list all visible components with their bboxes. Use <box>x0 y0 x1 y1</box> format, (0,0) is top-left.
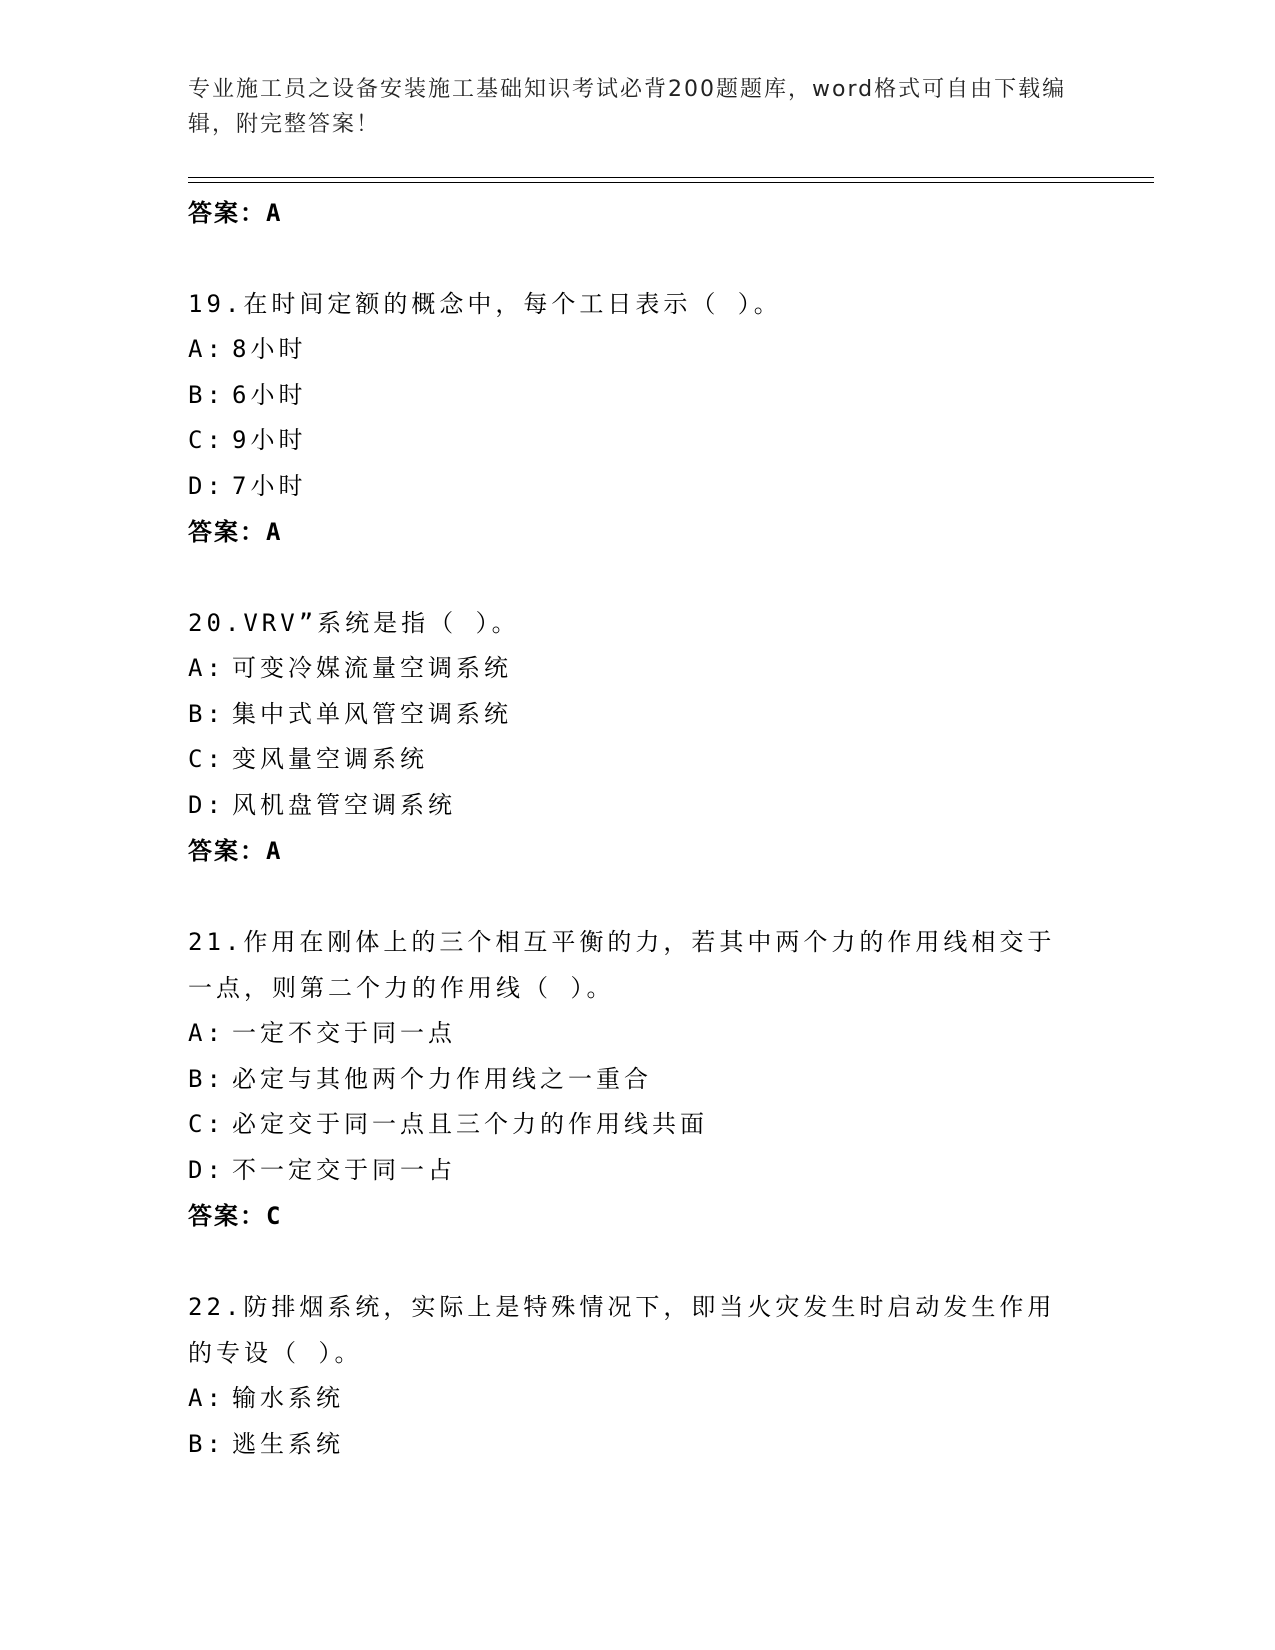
question-text: 21.作用在刚体上的三个相互平衡的力，若其中两个力的作用线相交于一点，则第二个力的作用线（ ）。 <box>188 928 1056 1002</box>
answer-value: A <box>266 837 283 865</box>
option-a <box>188 1011 1088 1057</box>
answer-line <box>188 1193 1088 1239</box>
option-key: A: <box>188 1019 225 1047</box>
question-text: 20.VRV”系统是指（ ）。 <box>188 609 520 637</box>
option-a <box>188 646 1088 692</box>
option-d <box>188 1148 1088 1194</box>
question-item <box>188 281 1088 555</box>
question-item <box>188 600 1088 874</box>
option-key: D: <box>188 471 225 500</box>
answer-label: 答案： <box>188 837 266 865</box>
option-a <box>188 327 1088 373</box>
option-d <box>188 783 1088 829</box>
option-key: D: <box>188 790 225 819</box>
option-text: 风机盘管空调系统 <box>232 790 456 819</box>
option-key: B: <box>188 699 225 728</box>
option-c <box>188 737 1088 783</box>
question-text: 19.在时间定额的概念中，每个工日表示（ ）。 <box>188 290 782 318</box>
answer-value: C <box>266 1202 283 1230</box>
option-text: 变风量空调系统 <box>232 745 428 773</box>
option-text: 可变冷媒流量空调系统 <box>232 654 512 682</box>
option-key: B: <box>188 380 225 409</box>
option-b <box>188 692 1088 738</box>
option-text: 不一定交于同一占 <box>232 1155 456 1184</box>
option-text: 逃生系统 <box>232 1429 344 1458</box>
option-key: C: <box>188 745 225 773</box>
option-text: 输水系统 <box>232 1384 344 1412</box>
option-c <box>188 418 1088 464</box>
option-key: C: <box>188 1110 225 1138</box>
option-text: 9小时 <box>232 426 307 454</box>
option-c <box>188 1102 1088 1148</box>
option-key: A: <box>188 654 225 682</box>
option-text: 7小时 <box>232 471 307 500</box>
option-text: 8小时 <box>232 335 307 363</box>
option-key: B: <box>188 1429 225 1458</box>
answer-value: A <box>266 518 283 546</box>
option-b <box>188 1422 1088 1468</box>
answer-line <box>188 509 1088 555</box>
option-text: 一定不交于同一点 <box>232 1019 456 1047</box>
answer-label: 答案： <box>188 199 266 227</box>
option-text: 6小时 <box>232 380 307 409</box>
option-b <box>188 1057 1088 1103</box>
option-key: B: <box>188 1064 225 1093</box>
question-item <box>188 1284 1088 1467</box>
header-divider-thick <box>188 177 1154 178</box>
option-text: 必定与其他两个力作用线之一重合 <box>232 1064 652 1093</box>
option-b <box>188 373 1088 419</box>
answer-line <box>188 190 1088 236</box>
answer-line <box>188 828 1088 874</box>
answer-value: A <box>266 199 283 227</box>
answer-label: 答案： <box>188 518 266 546</box>
option-a <box>188 1376 1088 1422</box>
option-key: D: <box>188 1155 225 1184</box>
question-item <box>188 919 1088 1239</box>
option-text: 集中式单风管空调系统 <box>232 699 512 728</box>
question-text: 22.防排烟系统，实际上是特殊情况下，即当火灾发生时启动发生作用的专设（ ）。 <box>188 1293 1056 1367</box>
answer-label: 答案： <box>188 1202 266 1230</box>
document-header-title: 专业施工员之设备安装施工基础知识考试必背200题题库，word格式可自由下载编辑，附完整答案！ <box>188 77 1067 137</box>
option-text: 必定交于同一点且三个力的作用线共面 <box>232 1110 708 1138</box>
option-d <box>188 464 1088 510</box>
question-list <box>188 190 1088 1467</box>
option-key: A: <box>188 335 225 363</box>
header-divider-thin <box>188 182 1154 183</box>
option-key: C: <box>188 426 225 454</box>
option-key: A: <box>188 1384 225 1412</box>
